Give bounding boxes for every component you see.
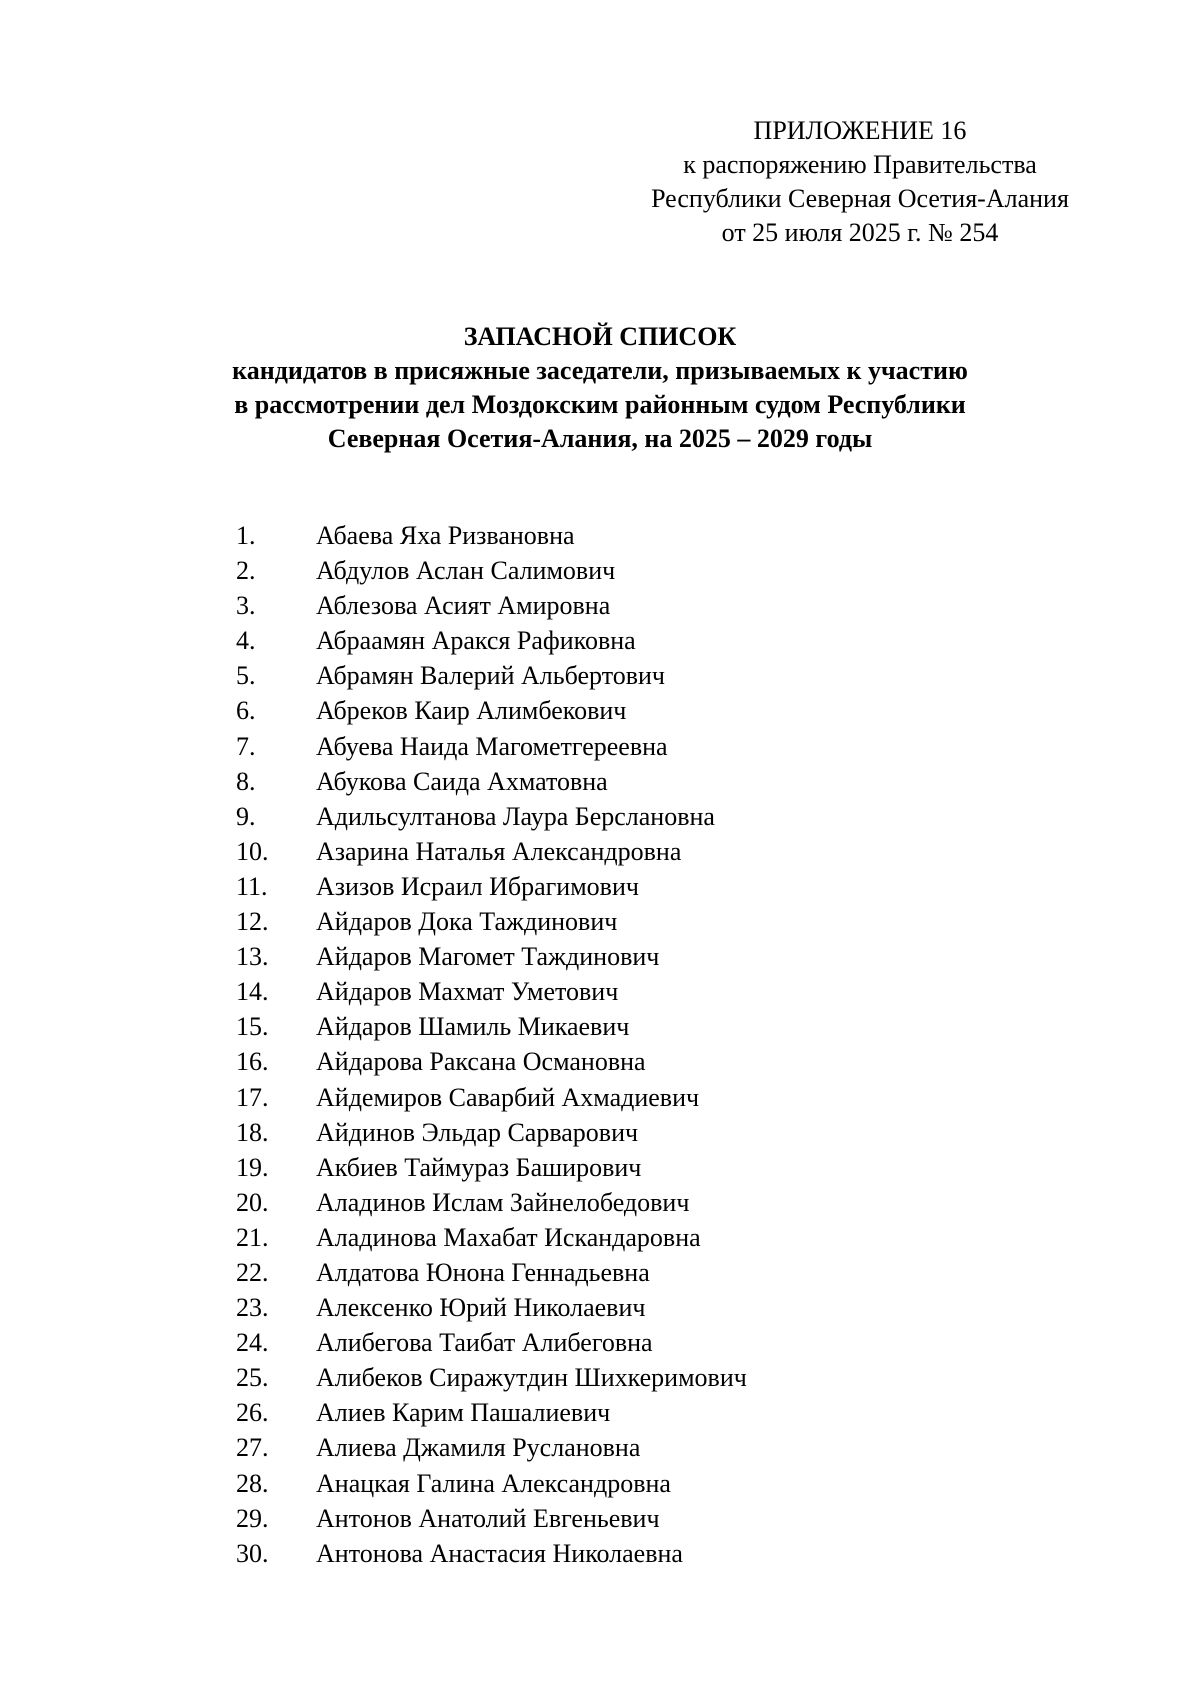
list-item-number: 12. xyxy=(236,907,269,937)
list-item-number: 27. xyxy=(236,1433,269,1463)
list-item-name: Алексенко Юрий Николаевич xyxy=(316,1293,646,1323)
list-item xyxy=(236,623,747,658)
list-item-number: 5. xyxy=(236,661,256,691)
list-item xyxy=(236,799,747,834)
list-item-name: Антонова Анастасия Николаевна xyxy=(316,1538,683,1568)
list-item-number: 17. xyxy=(236,1082,269,1112)
appendix-block xyxy=(600,114,1120,250)
list-item xyxy=(236,834,747,869)
list-item-name: Абраамян Аракся Рафиковна xyxy=(316,626,636,656)
list-item xyxy=(236,518,747,553)
list-item-name: Айдемиров Саварбий Ахмадиевич xyxy=(316,1082,700,1112)
appendix-date: от 25 июля 2025 г. № 254 xyxy=(721,218,999,247)
list-item xyxy=(236,658,747,693)
document-heading xyxy=(120,320,1080,456)
list-item-name: Айдаров Магомет Таждинович xyxy=(316,942,660,972)
list-item-number: 23. xyxy=(236,1293,269,1323)
list-item xyxy=(236,1325,747,1360)
list-item xyxy=(236,1150,747,1185)
list-item xyxy=(236,553,747,588)
list-item-name: Алиева Джамиля Руслановна xyxy=(316,1433,641,1463)
list-item xyxy=(236,764,747,799)
appendix-number: ПРИЛОЖЕНИЕ 16 xyxy=(753,116,967,145)
list-item-number: 13. xyxy=(236,942,269,972)
list-item xyxy=(236,588,747,623)
list-item xyxy=(236,1501,747,1536)
list-item-name: Абуева Наида Магометгереевна xyxy=(316,731,668,761)
list-item-name: Айдаров Шамиль Микаевич xyxy=(316,1012,630,1042)
list-item-name: Айдарова Раксана Османовна xyxy=(316,1047,646,1077)
heading-subtitle-line-3: Северная Осетия-Алания, на 2025 – 2029 годы xyxy=(327,424,873,453)
list-item xyxy=(236,1220,747,1255)
list-item-name: Азарина Наталья Александровна xyxy=(316,836,682,866)
list-item-name: Анацкая Галина Александровна xyxy=(316,1468,671,1498)
list-item xyxy=(236,1466,747,1501)
list-item xyxy=(236,869,747,904)
list-item-number: 10. xyxy=(236,836,269,866)
list-item-name: Айдинов Эльдар Сарварович xyxy=(316,1117,639,1147)
appendix-reference: к распоряжению Правительства xyxy=(683,150,1037,179)
list-item-number: 26. xyxy=(236,1398,269,1428)
list-item-name: Алдатова Юнона Геннадьевна xyxy=(316,1257,650,1287)
list-item-number: 14. xyxy=(236,977,269,1007)
list-item-name: Алибегова Таибат Алибеговна xyxy=(316,1328,653,1358)
list-item xyxy=(236,1115,747,1150)
list-item-name: Аладинов Ислам Зайнелобедович xyxy=(316,1187,690,1217)
list-item xyxy=(236,1360,747,1395)
list-item-number: 30. xyxy=(236,1538,269,1568)
list-item-number: 19. xyxy=(236,1152,269,1182)
list-item-number: 22. xyxy=(236,1257,269,1287)
appendix-issuer: Республики Северная Осетия-Алания xyxy=(651,184,1069,213)
list-item xyxy=(236,1080,747,1115)
list-item xyxy=(236,1290,747,1325)
list-item-number: 24. xyxy=(236,1328,269,1358)
list-item xyxy=(236,1044,747,1079)
list-item xyxy=(236,729,747,764)
list-item-name: Алибеков Сиражутдин Шихкеримович xyxy=(316,1363,747,1393)
list-item-name: Айдаров Дока Таждинович xyxy=(316,907,618,937)
list-item-name: Адильсултанова Лаура Берслановна xyxy=(316,801,715,831)
heading-subtitle-line-2: в рассмотрении дел Моздокским районным судом Республики xyxy=(234,390,966,419)
list-item-number: 16. xyxy=(236,1047,269,1077)
list-item-number: 7. xyxy=(236,731,256,761)
list-item-number: 15. xyxy=(236,1012,269,1042)
list-item-number: 21. xyxy=(236,1222,269,1252)
list-item-name: Абдулов Аслан Салимович xyxy=(316,556,616,586)
list-item-name: Акбиев Таймураз Баширович xyxy=(316,1152,642,1182)
list-item xyxy=(236,904,747,939)
list-item-number: 4. xyxy=(236,626,256,656)
list-item-number: 20. xyxy=(236,1187,269,1217)
list-item xyxy=(236,1536,747,1571)
list-item-name: Аблезова Асият Амировна xyxy=(316,591,611,621)
list-item xyxy=(236,974,747,1009)
list-item-number: 3. xyxy=(236,591,256,621)
list-item-name: Айдаров Махмат Уметович xyxy=(316,977,619,1007)
list-item-name: Азизов Исраил Ибрагимович xyxy=(316,871,639,901)
list-item-number: 28. xyxy=(236,1468,269,1498)
list-item-number: 29. xyxy=(236,1503,269,1533)
list-item xyxy=(236,1009,747,1044)
candidate-list xyxy=(236,518,747,1571)
list-item-name: Антонов Анатолий Евгеньевич xyxy=(316,1503,660,1533)
list-item-name: Абаева Яха Ризвановна xyxy=(316,521,575,550)
heading-title: ЗАПАСНОЙ СПИСОК xyxy=(463,322,737,351)
list-item xyxy=(236,939,747,974)
list-item-number: 2. xyxy=(236,556,256,586)
list-item-number: 6. xyxy=(236,696,256,726)
list-item xyxy=(236,1255,747,1290)
list-item xyxy=(236,1395,747,1430)
list-item-number: 25. xyxy=(236,1363,269,1393)
list-item-name: Абреков Каир Алимбекович xyxy=(316,696,627,726)
list-item xyxy=(236,693,747,728)
list-item xyxy=(236,1430,747,1465)
list-item-name: Аладинова Махабат Искандаровна xyxy=(316,1222,701,1252)
list-item-name: Абрамян Валерий Альбертович xyxy=(316,661,665,691)
list-item-name: Алиев Карим Пашалиевич xyxy=(316,1398,611,1428)
heading-subtitle-line-1: кандидатов в присяжные заседатели, призываемых к участию xyxy=(232,356,968,385)
list-item-number: 9. xyxy=(236,801,256,831)
list-item-number: 1. xyxy=(236,521,256,550)
list-item xyxy=(236,1185,747,1220)
list-item-number: 8. xyxy=(236,766,256,796)
list-item-name: Абукова Саида Ахматовна xyxy=(316,766,608,796)
list-item-number: 11. xyxy=(236,871,268,901)
list-item-number: 18. xyxy=(236,1117,269,1147)
